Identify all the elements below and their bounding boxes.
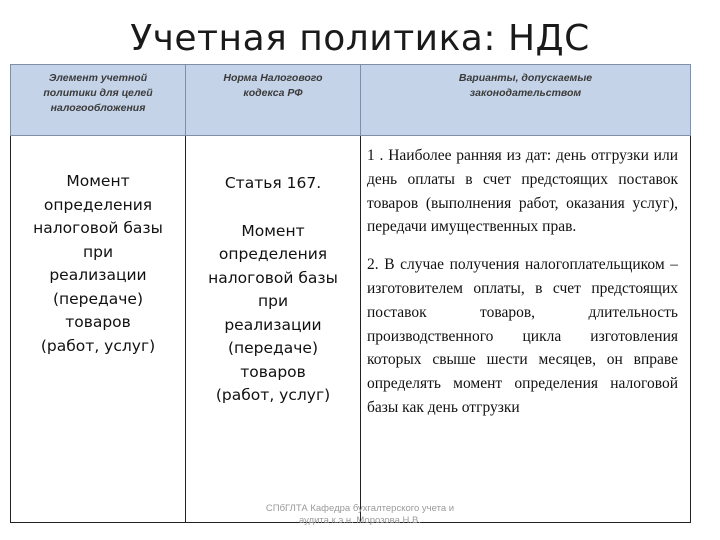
cell-line: реализации — [49, 266, 147, 284]
cell-line: (передаче) — [52, 289, 144, 308]
header-tax-code-norm — [186, 65, 361, 136]
footer-line: аудита к.э.н. Морозова Н.В. — [298, 515, 422, 526]
cell-line: (работ, услуг) — [215, 386, 331, 404]
cell-line: определения — [43, 195, 153, 214]
header-allowed-options — [361, 65, 691, 136]
cell-line: определения — [218, 245, 328, 263]
table-row — [11, 136, 691, 523]
header-line: Варианты, допускаемые — [458, 72, 593, 84]
header-line: политики для целей — [43, 87, 153, 99]
header-line: кодекса РФ — [243, 87, 303, 99]
cell-policy-element — [11, 136, 186, 523]
cell-tax-code-norm — [186, 136, 361, 523]
cell-line: при — [82, 242, 114, 261]
header-line: законодательством — [469, 87, 582, 99]
cell-line: налоговой базы — [33, 219, 163, 237]
header-policy-element — [11, 65, 186, 136]
cell-line: товаров — [240, 362, 306, 381]
cell-line: товаров — [65, 313, 131, 331]
cell-line: реализации — [224, 315, 322, 334]
cell-line: налоговой базы — [208, 268, 338, 287]
header-line: Норма Налогового — [223, 72, 323, 84]
header-line: налогообложения — [50, 102, 146, 114]
cell-line: при — [257, 292, 289, 310]
slide-footer — [230, 503, 490, 527]
cell-line: (работ, услуг) — [40, 336, 156, 355]
footer-line: СПбГЛТА Кафедра бухгалтерского учета и — [265, 503, 455, 514]
option-1: 1 . Наиболее ранняя из дат: день отгрузки или день оплаты в счет предстоящих поставок товаров (выполнения работ, оказания услуг), передачи имущественных прав. — [367, 147, 678, 236]
cell-line: Момент — [241, 221, 305, 240]
cell-line: Момент — [66, 172, 130, 190]
option-2: 2. В случае получения налогоплательщиком – изготовителем оплаты, в счет предстоящих поставок товаров, длительность производственного цикла изготовления которых свыше шести месяцев, он вправе определять момент определения налоговой базы как день отгрузки — [367, 256, 678, 416]
header-line: Элемент учетной — [48, 72, 148, 84]
table-header-row — [11, 65, 691, 136]
tax-policy-table — [10, 64, 691, 523]
slide-title: Учетная политика: НДС — [130, 18, 590, 59]
article-reference: Статья 167. — [224, 174, 322, 192]
cell-line: (передаче) — [227, 339, 319, 357]
cell-allowed-options — [361, 136, 691, 523]
